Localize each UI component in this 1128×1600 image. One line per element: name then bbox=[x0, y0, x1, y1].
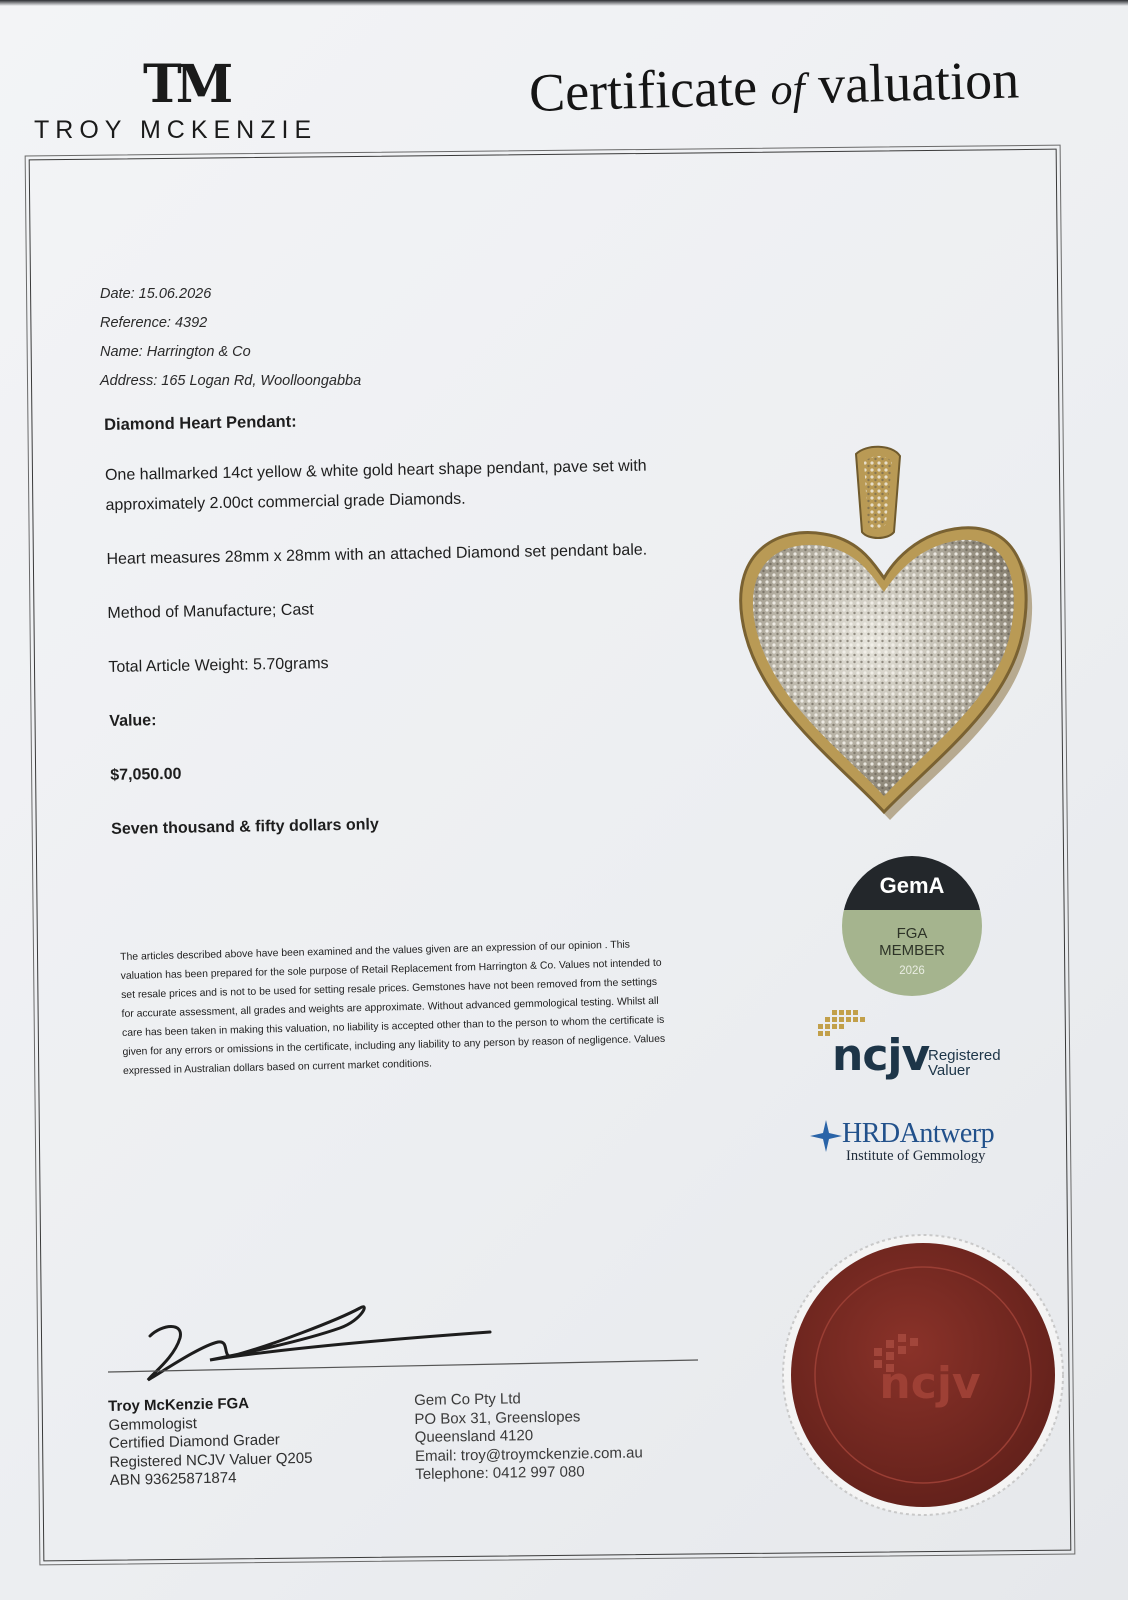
heart-pendant-image bbox=[716, 440, 1056, 830]
client-address-line: Address: 165 Logan Rd, Woolloongabba bbox=[100, 373, 362, 389]
signatory-name: Troy McKenzie FGA bbox=[108, 1395, 250, 1415]
item-description bbox=[104, 406, 671, 845]
company-phone: Telephone: 0412 997 080 bbox=[415, 1463, 585, 1483]
signature-area bbox=[100, 1296, 720, 1396]
signatory-role-grader: Certified Diamond Grader bbox=[108, 1431, 280, 1452]
ncjv-wordmark: ncjv bbox=[832, 1030, 930, 1081]
title-part-of: of bbox=[769, 64, 806, 115]
ncjv-registered-valuer-text bbox=[928, 1048, 1001, 1078]
hrd-wordmark: HRDAntwerp bbox=[842, 1118, 995, 1149]
valuation-disclaimer: The articles described above have been examined and the values given are an expression of our opinion . This valuation has been prepared for the sole purpose of Retail Replacement from Harrington & Co. Values not intended to set resale prices and is not to be used for setting resale prices. Gemstones have not been removed from the settings for accurate assessment, all grades and weights are approximate. Without advanced gemmological testing. Whilst all care has been taken in making this valuation, no liability is accepted other than to the person to whom the certificate is given for any errors or omissions in the certificate, including any liability to any person by reason of negligence. Values expressed in Australian dollars based on current market conditions. bbox=[120, 939, 666, 1077]
company-details bbox=[414, 1388, 643, 1484]
hrd-antwerp-logo bbox=[808, 1114, 1038, 1174]
item-manufacture: Method of Manufacture; Cast bbox=[107, 601, 314, 622]
client-details bbox=[100, 280, 361, 396]
item-description-text: One hallmarked 14ct yellow & white gold heart shape pendant, pave set with approximately 2.00ct commercial grade Diamonds. bbox=[104, 457, 647, 514]
gema-badge-title: GemA bbox=[842, 856, 982, 910]
signature-stroke bbox=[148, 1307, 490, 1380]
company-state: Queensland 4120 bbox=[414, 1427, 534, 1446]
signature-line bbox=[108, 1360, 698, 1372]
ncjv-valuer: Valuer bbox=[928, 1062, 971, 1079]
hrd-star-icon bbox=[808, 1118, 844, 1154]
value-in-words: Seven thousand & fifty dollars only bbox=[111, 816, 379, 838]
company-name: Gem Co Pty Ltd bbox=[414, 1390, 521, 1409]
item-weight: Total Article Weight: 5.70grams bbox=[108, 655, 329, 676]
client-name-line: Name: Harrington & Co bbox=[100, 344, 251, 360]
seal-emboss-text: ncjv bbox=[879, 1358, 981, 1409]
value-label: Value: bbox=[109, 712, 157, 730]
item-measurements: Heart measures 28mm x 28mm with an attached Diamond set pendant bale. bbox=[106, 541, 648, 568]
brand-name: TROY MCKENZIE bbox=[34, 116, 318, 144]
title-part-certificate: Certificate bbox=[528, 56, 772, 124]
company-email: Email: troy@troymckenzie.com.au bbox=[414, 1443, 643, 1465]
hrd-institute-text: Institute of Gemmology bbox=[846, 1148, 986, 1164]
certificate-title bbox=[528, 48, 1020, 124]
signatory-role-valuer: Registered NCJV Valuer Q205 bbox=[109, 1449, 313, 1471]
brand-logo-mark: TM bbox=[143, 54, 228, 115]
ncjv-registered-valuer-logo bbox=[808, 1006, 1028, 1096]
embossed-wax-seal bbox=[778, 1230, 1068, 1520]
reference-line: Reference: 4392 bbox=[100, 315, 208, 331]
signatory-role-gemmologist: Gemmologist bbox=[108, 1414, 198, 1434]
value-amount: $7,050.00 bbox=[110, 765, 182, 784]
item-heading: Diamond Heart Pendant: bbox=[104, 412, 297, 434]
signatory-details bbox=[108, 1394, 313, 1491]
signatory-abn: ABN 93625871874 bbox=[109, 1469, 237, 1489]
gema-badge-body bbox=[842, 910, 982, 996]
gema-badge-year: 2026 bbox=[899, 965, 925, 977]
gema-badge-fga: FGA bbox=[896, 925, 928, 942]
gema-badge-member: MEMBER bbox=[879, 942, 945, 959]
photo-edge-shadow bbox=[0, 0, 1128, 6]
title-part-valuation: valuation bbox=[803, 49, 1020, 116]
date-line: Date: 15.06.2026 bbox=[100, 286, 212, 302]
ncjv-registered: Registered bbox=[928, 1047, 1001, 1064]
company-po-box: PO Box 31, Greenslopes bbox=[414, 1407, 581, 1428]
gema-fga-member-badge bbox=[842, 856, 982, 996]
